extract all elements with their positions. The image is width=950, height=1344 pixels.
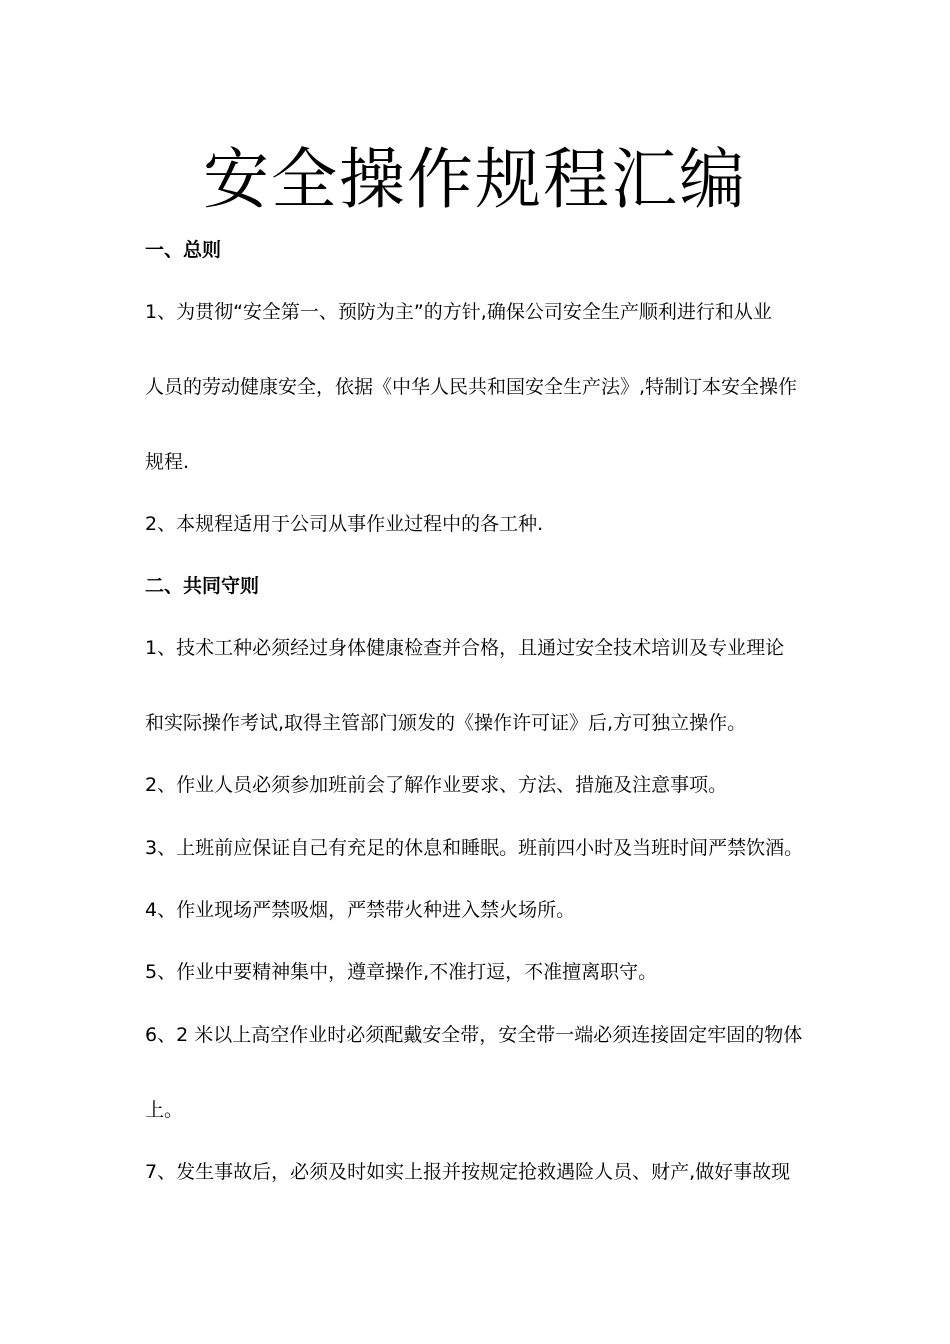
paragraph-line: 1、为贯彻“安全第一、预防为主”的方针,确保公司安全生产顺利进行和从业	[145, 301, 772, 323]
paragraph-line: 5、作业中要精神集中，遵章操作,不准打逗，不准擅离职守。	[145, 961, 658, 983]
document-title: 安全操作规程汇编	[203, 141, 747, 218]
paragraph-line: 规程.	[145, 451, 190, 473]
paragraph-line: 4、作业现场严禁吸烟，严禁带火种进入禁火场所。	[145, 899, 576, 921]
paragraph-line: 上。	[145, 1099, 184, 1121]
paragraph-line: 2、本规程适用于公司从事作业过程中的各工种.	[145, 513, 544, 535]
paragraph-line: 1、技术工种必须经过身体健康检查并合格，且通过安全技术培训及专业理论	[145, 637, 785, 659]
paragraph-line: 6、2 米以上高空作业时必须配戴安全带，安全带一端必须连接固定牢固的物体	[145, 1024, 803, 1046]
section-heading-common-rules: 二、共同守则	[145, 575, 260, 597]
paragraph-line: 3、上班前应保证自己有充足的休息和睡眠。班前四小时及当班时间严禁饮酒。	[145, 837, 804, 859]
paragraph-line: 人员的劳动健康安全，依据《中华人民共和国安全生产法》,特制订本安全操作	[145, 376, 798, 398]
paragraph-line: 和实际操作考试,取得主管部门颁发的《操作许可证》后,方可独立操作。	[145, 712, 747, 734]
section-heading-general: 一、总则	[145, 239, 222, 261]
paragraph-line: 2、作业人员必须参加班前会了解作业要求、方法、措施及注意事项。	[145, 774, 728, 796]
paragraph-line: 7、发生事故后，必须及时如实上报并按规定抢救遇险人员、财产,做好事故现	[145, 1161, 791, 1183]
